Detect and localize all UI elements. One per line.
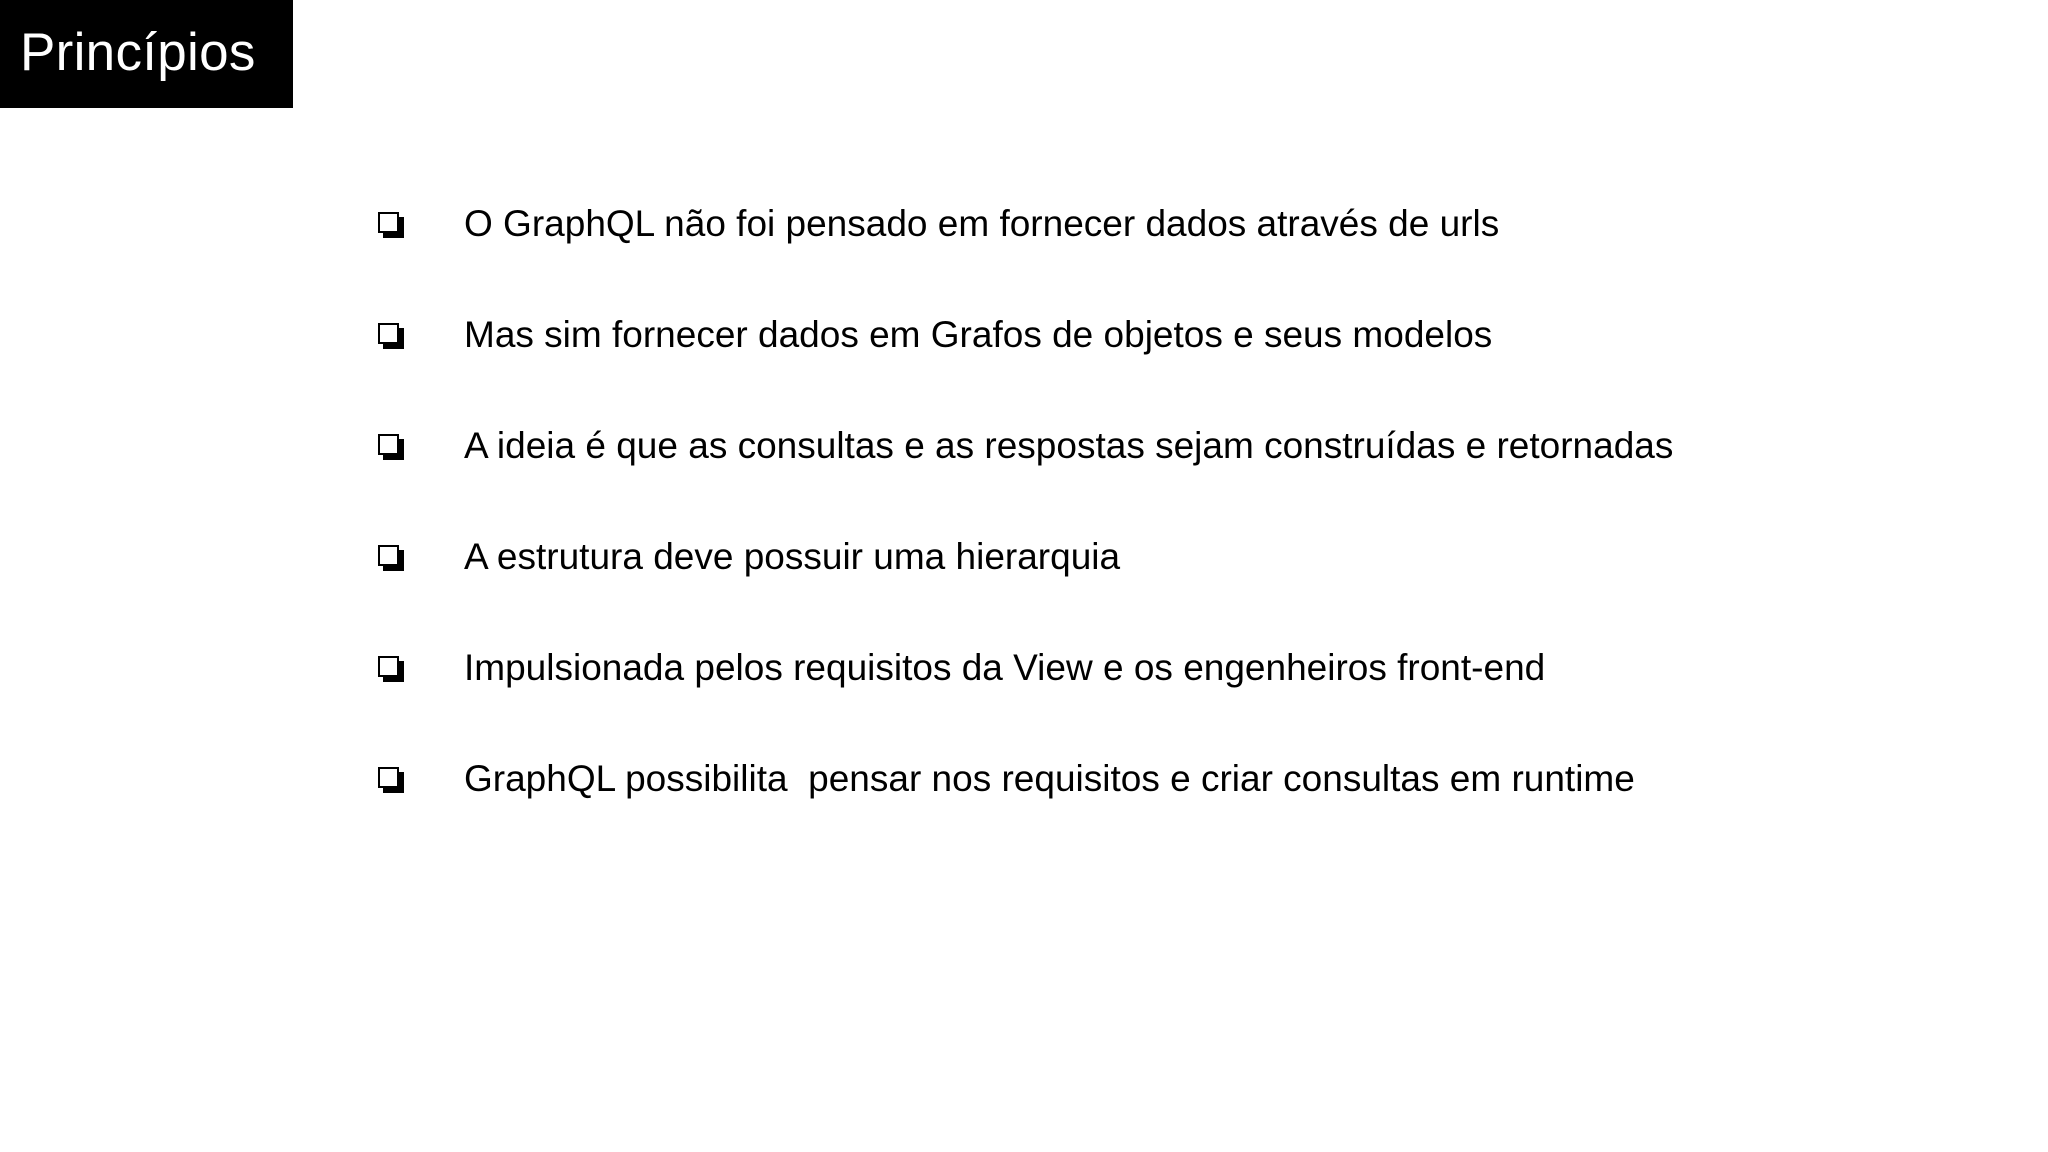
checkbox-shadow-icon [378,545,402,569]
bullet-item [368,529,1688,585]
bullet-text: A ideia é que as consultas e as respostas sejam construídas e retornadas [464,425,1674,466]
checkbox-shadow-icon [378,323,402,347]
title-banner [0,0,293,108]
checkbox-shadow-icon [378,656,402,680]
bullet-item [368,196,1688,252]
bullet-item [368,751,1688,807]
bullet-item [368,418,1688,474]
checkbox-shadow-icon [378,212,402,236]
slide-title: Princípios [20,22,256,82]
bullet-text: A estrutura deve possuir uma hierarquia [464,536,1121,577]
checkbox-shadow-icon [378,767,402,791]
checkbox-shadow-icon [378,434,402,458]
bullet-list [368,196,1688,862]
bullet-text: Mas sim fornecer dados em Grafos de objetos e seus modelos [464,314,1493,355]
bullet-text: O GraphQL não foi pensado em fornecer dados através de urls [464,203,1500,244]
bullet-item [368,307,1688,363]
bullet-text: Impulsionada pelos requisitos da View e os engenheiros front-end [464,647,1546,688]
bullet-item [368,640,1688,696]
bullet-text: GraphQL possibilita pensar nos requisitos e criar consultas em runtime [464,758,1635,799]
